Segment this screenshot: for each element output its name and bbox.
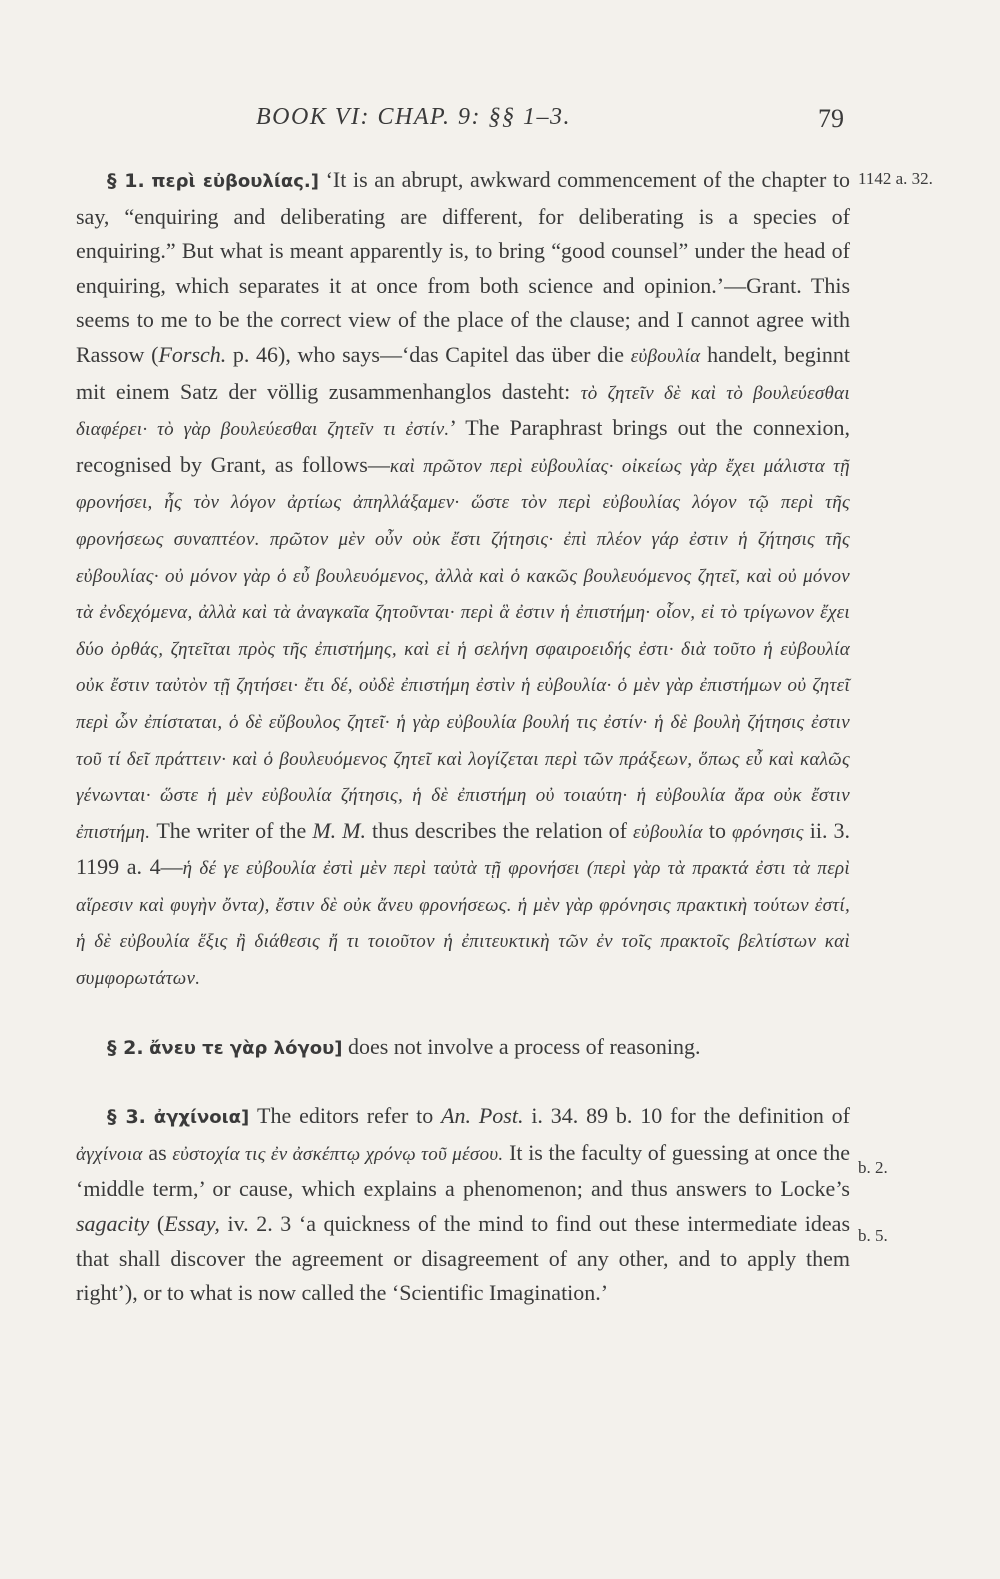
section-number: § 2.	[107, 1036, 144, 1059]
section-number: § 3.	[107, 1106, 146, 1129]
greek-quotation: καὶ πρῶτον περὶ εὐβουλίας· οἰκείως γὰρ ἔχει μάλιστα τῇ φρονήσει, ἧς τὸν λόγον ἀρτίως ἀπηλλάξαμεν· ὥστε τὸν περὶ εὐβουλίας λόγον τῷ περὶ τῆς φρονήσεως συναπτέον. πρῶτον μὲν οὖν οὐκ ἔστι ζήτησις· ἐπὶ πλέον γάρ ἐστιν ἡ ζήτησις τῆς εὐβουλίας· οὐ μόνον γὰρ ὁ εὖ βουλευόμενος, ἀλλὰ καὶ ὁ κακῶς βουλευόμενος ζητεῖ, καὶ οὐ μόνον τὰ ἐνδεχόμενα, ἀλλὰ καὶ τὰ ἀναγκαῖα ζητοῦνται· περὶ ἃ ἐστιν ἡ ἐπιστήμη· οἷον, εἰ τὸ τρίγωνον ἔχει δύο ὀρθάς, ζητεῖται πρὸς τῆς ἐπιστήμης, καὶ εἰ ἡ σελήνη σφαιροειδής ἐστι· διὰ τοῦτο ἡ εὐβουλία οὐκ ἔστιν ταὐτὸν τῇ ζητήσει· ἔτι δέ, οὐδὲ ἐπιστήμη ἐστὶν ἡ εὐβουλία· ὁ μὲν γὰρ ἐπιστήμων οὐ ζητεῖ περὶ ὧν ἐπίσταται, ὁ δὲ εὔβουλος ζητεῖ· ἡ γὰρ εὐβουλία βουλή τις ἐστίν· ἡ δὲ βουλὴ ζήτησις ἐστιν τοῦ τί δεῖ πράττειν· καὶ ὁ βουλευόμενος ζητεῖ καὶ λογίζεται περὶ τῶν πράξεων, ὅπως εὖ καὶ καλῶς γένωνται· ὥστε ἡ μὲν εὐβουλία ζήτησις, ἡ δὲ ἐπιστήμη οὐ τοιαύτη· ἡ εὐβουλία ἄρα οὐκ ἔστιν ἐπιστήμη.	[76, 455, 850, 843]
paragraph-text: It is the faculty of guessing at once the ‘middle term,’ or cause, which explains a phenomenon; and thus answers to Locke’s	[76, 1139, 850, 1202]
commentary-paragraph	[76, 163, 850, 997]
greek-quotation: τὸ ζητεῖν δὲ καὶ τὸ βουλεύεσθαι διαφέρει· τὸ γὰρ βουλεύεσθαι ζητεῖν τι ἐστίν.	[76, 382, 851, 441]
lemma: ἀγχίνοια]	[153, 1107, 250, 1129]
paragraph-text: ii. 3. 1199 a. 4—	[76, 817, 850, 880]
paragraph-text: p. 46), who says—‘das Capitel das über die	[226, 341, 631, 367]
margin-reference: b. 2.	[858, 1158, 888, 1177]
commentary-paragraph	[76, 1099, 850, 1311]
greek-term: εὐβουλία	[633, 821, 703, 843]
paragraph-text: The writer of the	[150, 817, 313, 843]
commentary-paragraph	[76, 1030, 850, 1067]
page-header	[256, 104, 844, 136]
paragraph-text: ‘It is an abrupt, awkward commencement of the chapter to say, “enquiring and deliberating are different, for deliberating is a species of enquiring.” But what is meant apparently is, to bring “good counsel” under the head of enquiring, which separates it at once from both science and opinion.’—Grant. This seems to me to be the correct view of the place of the clause; and I cannot agree with Rassow (	[76, 167, 851, 367]
work-reference: An. Post.	[441, 1103, 524, 1129]
paragraph-text: iv. 2. 3 ‘a quickness of the mind to find out these intermediate ideas that shall discover the agreement or disagreement of any other, and to apply them right’), or to what is now called the ‘Scientific Imagination.’	[76, 1211, 851, 1306]
paragraph-text: The editors refer to	[249, 1103, 442, 1129]
paragraph-text: to	[702, 817, 732, 843]
paragraph-text: ’ The Paraphrast brings out the connexion, recognised by Grant, as follows—	[76, 415, 850, 477]
greek-term: εὐβουλία	[630, 345, 701, 367]
work-reference: sagacity	[76, 1211, 150, 1237]
running-head: BOOK VI: CHAP. 9: §§ 1–3.	[256, 104, 572, 130]
paragraph-text: handelt, beginnt mit einem Satz der völlig zusammenhanglos dasteht:	[76, 341, 851, 404]
greek-term: φρόνησις	[731, 821, 804, 843]
section-number: § 1.	[107, 170, 145, 192]
paragraph-text: as	[142, 1139, 173, 1165]
paragraph-text: (	[149, 1211, 165, 1237]
paragraph-text: i. 34. 89 b. 10 for the definition of	[523, 1103, 850, 1129]
margin-reference: 1142 a. 32.	[858, 169, 933, 188]
work-reference: Forsch.	[158, 341, 227, 367]
greek-quotation: εὐστοχία τις ἐν ἀσκέπτῳ χρόνῳ τοῦ μέσου.	[172, 1143, 504, 1165]
paragraph-text: thus describes the relation of	[366, 817, 634, 843]
paragraph-text: does not involve a process of reasoning.	[342, 1033, 701, 1059]
lemma: ἄνευ τε γὰρ λόγου]	[149, 1037, 343, 1059]
margin-reference: b. 5.	[858, 1226, 888, 1245]
greek-term: ἀγχίνοια	[76, 1143, 143, 1165]
page-number: 79	[818, 104, 844, 133]
work-reference: M. M.	[312, 817, 366, 843]
greek-quotation: ἡ δέ γε εὐβουλία ἐστὶ μὲν περὶ ταὐτὰ τῇ φρονήσει (περὶ γὰρ τὰ πρακτά ἐστι τὰ περὶ αἵρεσιν καὶ φυγὴν ὄντα), ἔστιν δὲ οὐκ ἄνευ φρονήσεως. ἡ μὲν γὰρ φρόνησις πρακτικὴ τούτων ἐστί, ἡ δὲ εὐβουλία ἕξις ἢ διάθεσις ἤ τι τοιοῦτον ἡ ἐπιτευκτικὴ τῶν ἐν τοῖς πρακτοῖς βελτίστων καὶ συμφορωτάτων.	[76, 858, 851, 990]
lemma: περὶ εὐβουλίας.]	[151, 171, 319, 192]
commentary-body	[76, 163, 850, 1311]
work-reference: Essay,	[164, 1211, 220, 1237]
